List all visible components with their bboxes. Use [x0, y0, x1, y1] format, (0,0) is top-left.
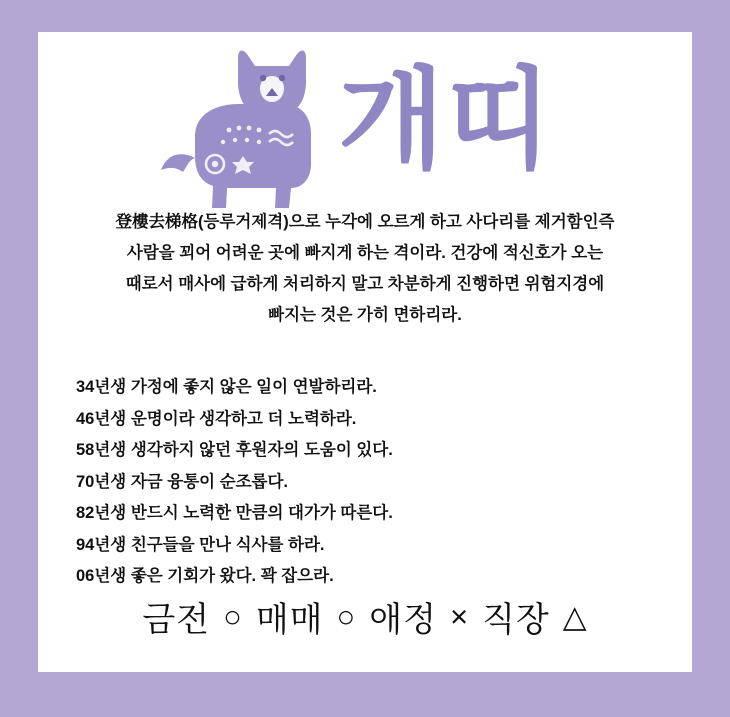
fortune-label-trade: 매매 — [255, 601, 324, 639]
list-item: 06년생 좋은 기회가 왔다. 꽉 잡으라. — [76, 567, 334, 585]
list-item: 34년생 가정에 좋지 않은 일이 연발하리라. — [76, 378, 377, 396]
list-item: 70년생 자금 융통이 순조롭다. — [76, 472, 289, 491]
list-item: 82년생 반드시 노력한 만큼의 대가가 따른다. — [76, 504, 393, 522]
fortune-label-love: 애정 — [369, 601, 437, 639]
page-title: 개띠 — [338, 59, 555, 182]
fortune-mark-love: × — [449, 598, 470, 634]
paragraph-line: 때로서 매사에 급하게 처리하지 말고 차분하게 진행하면 위험지경에 — [125, 275, 605, 293]
fortune-summary-row — [38, 592, 692, 641]
paragraph-line: 빠지는 것은 가히 면하리라. — [268, 306, 462, 324]
fortune-mark-money: ○ — [223, 598, 243, 634]
birth-year-list — [38, 372, 692, 593]
paragraph-line: 登樓去梯格(등루거제격)으로 누각에 오르게 하고 사다리를 제거함인즉 — [115, 213, 615, 231]
fortune-label-money: 금전 — [142, 601, 211, 639]
list-item: 94년생 친구들을 만나 식사를 하라. — [76, 535, 325, 554]
list-item: 58년생 생각하지 않던 후원자의 도움이 있다. — [76, 441, 393, 459]
fortune-card — [38, 32, 692, 672]
fortune-label-work: 직장 — [482, 601, 550, 639]
card-header — [38, 32, 692, 214]
paragraph-line: 사람을 꾀어 어려운 곳에 빠지게 하는 격이라. 건강에 적신호가 오는 — [126, 244, 604, 262]
list-item: 46년생 운명이라 생각하고 더 노력하라. — [76, 409, 357, 428]
fortune-mark-trade: ○ — [336, 598, 357, 634]
fortune-paragraph — [38, 207, 692, 331]
dog-icon — [143, 38, 343, 218]
fortune-mark-work: △ — [562, 598, 588, 634]
